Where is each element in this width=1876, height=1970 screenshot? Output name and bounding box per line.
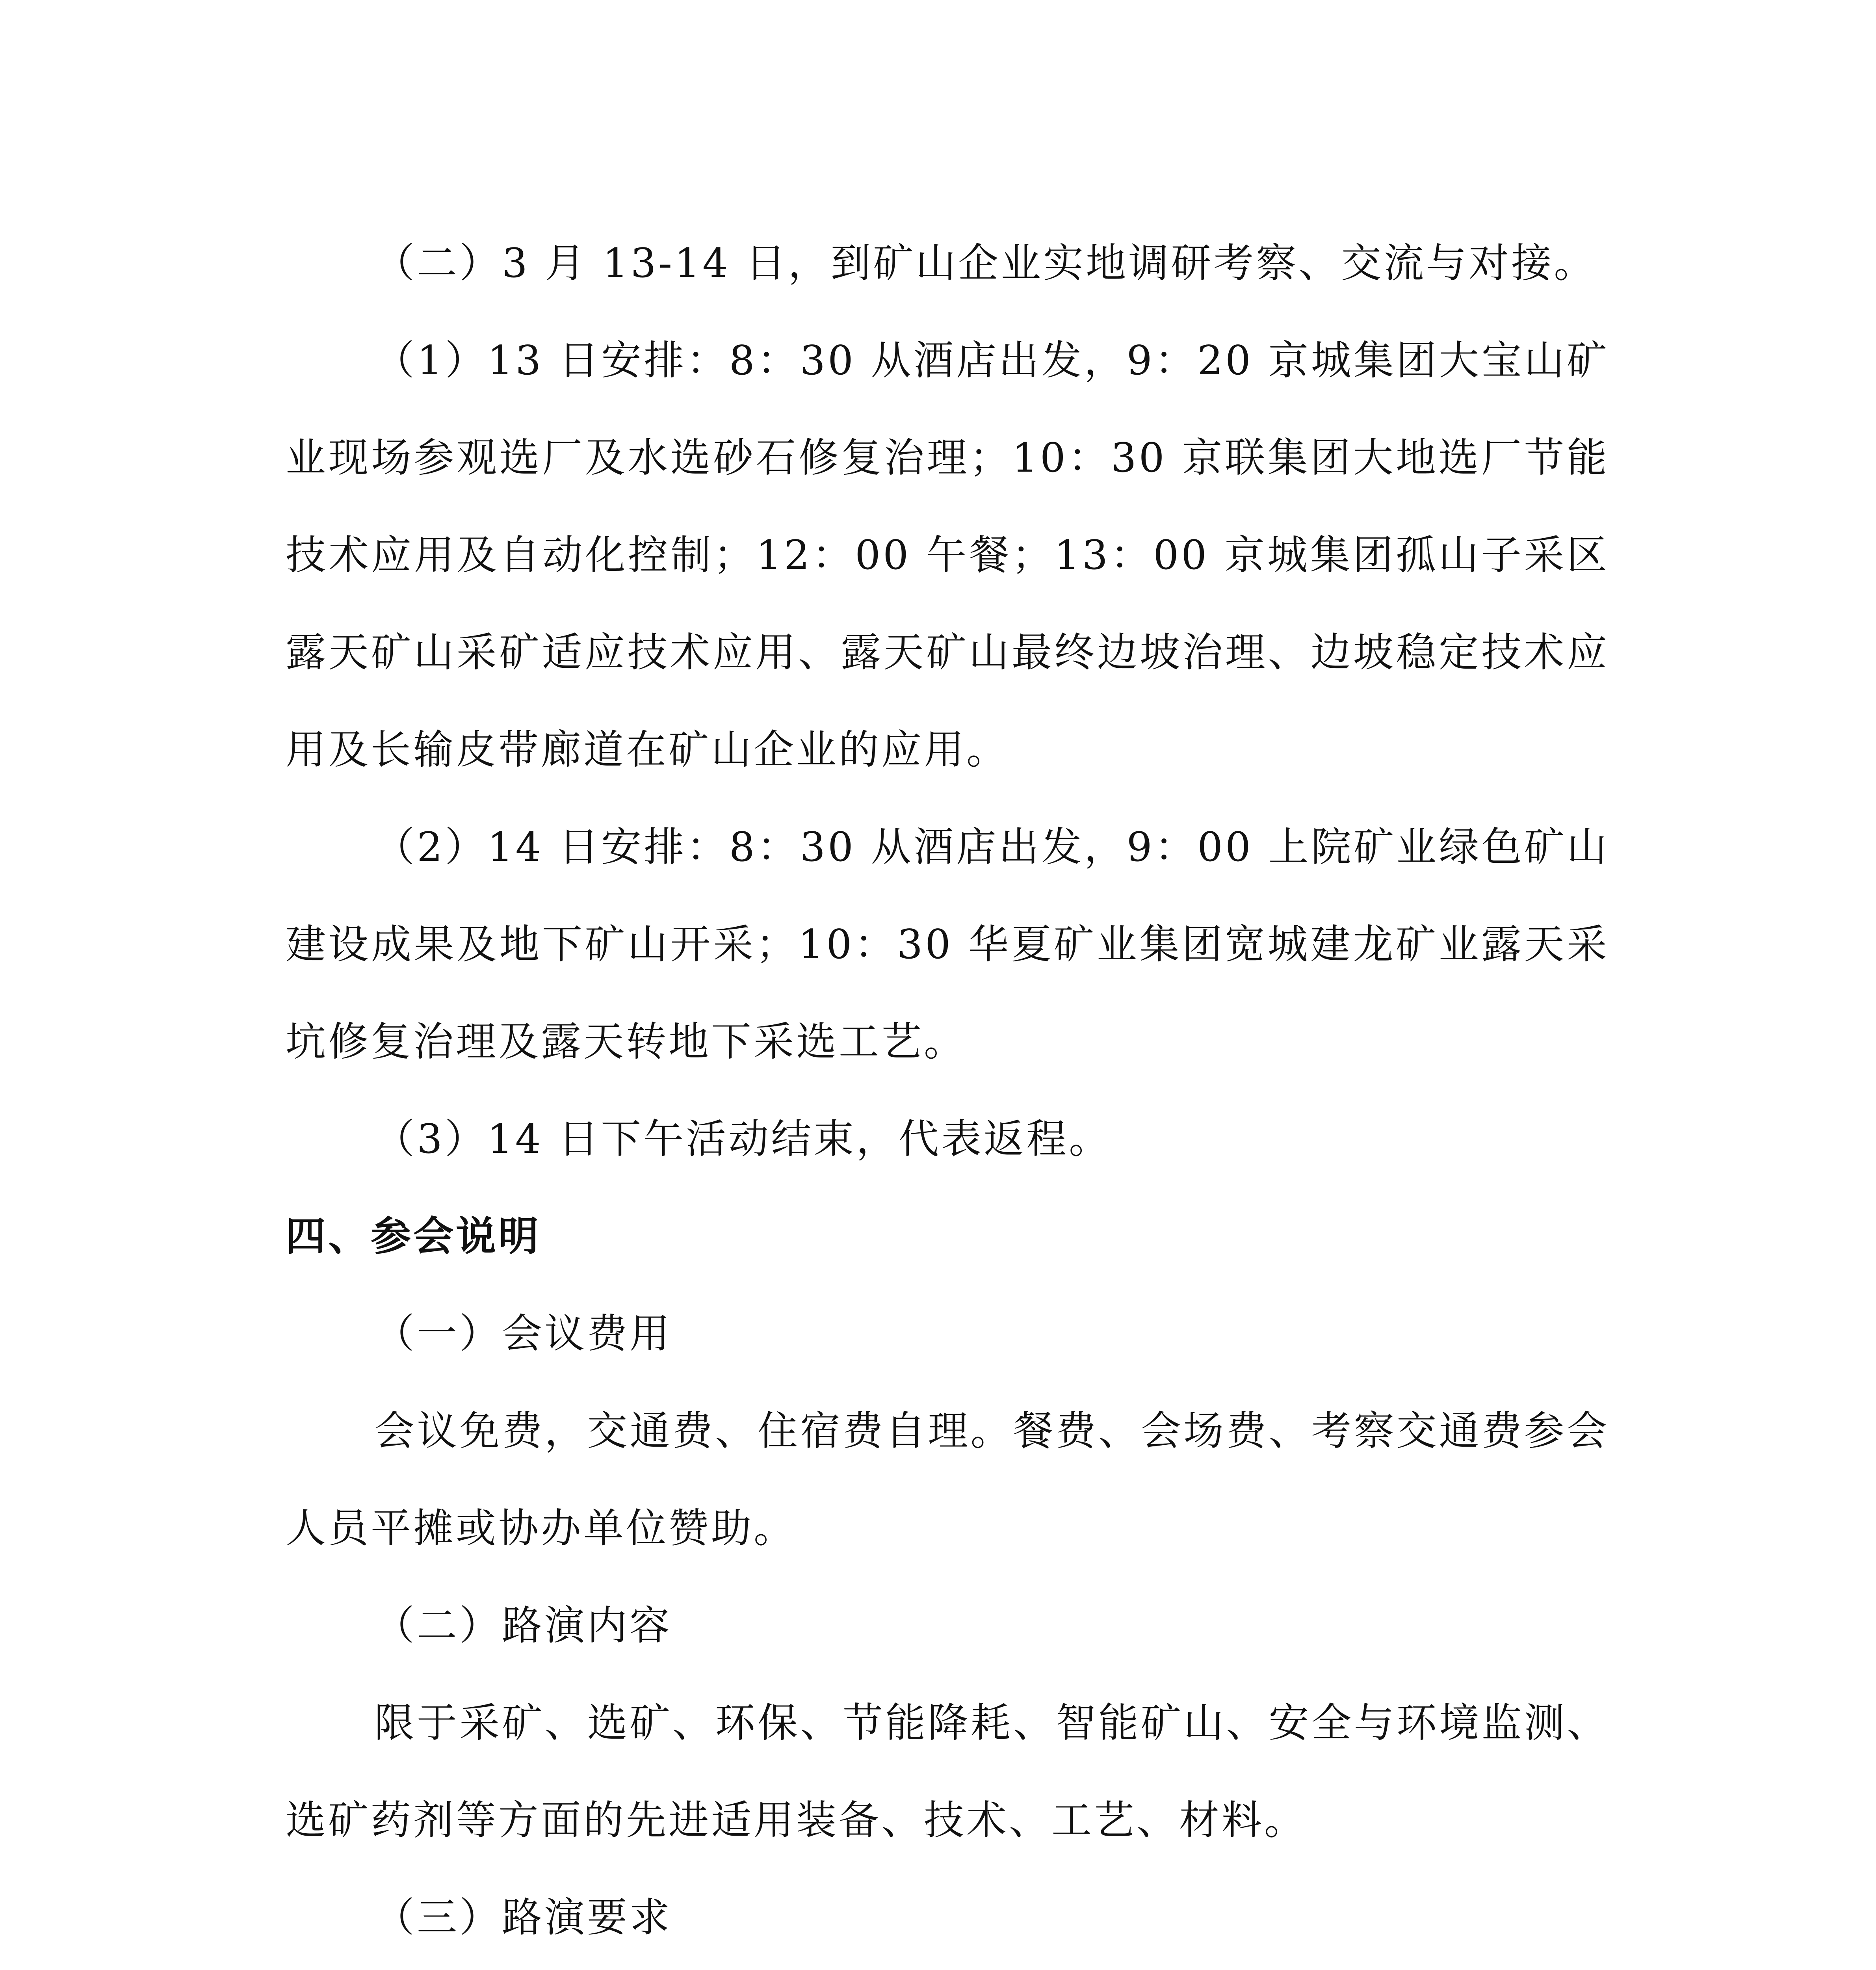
paragraph-meeting-fees: 会议免费，交通费、住宿费自理。餐费、会场费、考察交通费参会人员平摊或协办单位赞助。 — [286, 1408, 1609, 1552]
subheading-roadshow-requirements: （三）路演要求 — [374, 1894, 672, 1941]
document-body — [286, 215, 1609, 1970]
subheading-meeting-fees: （一）会议费用 — [374, 1310, 672, 1357]
section-heading-attendance-notes: 四、参会说明 — [286, 1213, 541, 1260]
paragraph-event-end: （3）14 日下午活动结束，代表返程。 — [374, 1116, 1112, 1163]
paragraph-day-13-schedule: （1）13 日安排：8：30 从酒店出发，9：20 京城集团大宝山矿业现场参观选厂及水选砂石修复治理；10：30 京联集团大地选厂节能技术应用及自动化控制；12：00 午餐；13：00 京城集团孤山子采区露天矿山采矿适应技术应用、露天矿山最终边坡治理、边坡稳定技术应用及长输皮带廊道在矿山企业的应用。 — [286, 337, 1609, 773]
paragraph-schedule-13-14: （二）3 月 13-14 日，到矿山企业实地调研考察、交流与对接。 — [374, 240, 1597, 287]
paragraph-roadshow-content: 限于采矿、选矿、环保、节能降耗、智能矿山、安全与环境监测、选矿药剂等方面的先进适用装备、技术、工艺、材料。 — [286, 1700, 1609, 1844]
paragraph-day-14-schedule: （2）14 日安排：8：30 从酒店出发，9：00 上院矿业绿色矿山建设成果及地下矿山开采；10：30 华夏矿业集团宽城建龙矿业露天采坑修复治理及露天转地下采选工艺。 — [286, 824, 1609, 1065]
paragraph-roadshow-requirements — [286, 1966, 1609, 1970]
subheading-roadshow-content: （二）路演内容 — [374, 1602, 672, 1649]
